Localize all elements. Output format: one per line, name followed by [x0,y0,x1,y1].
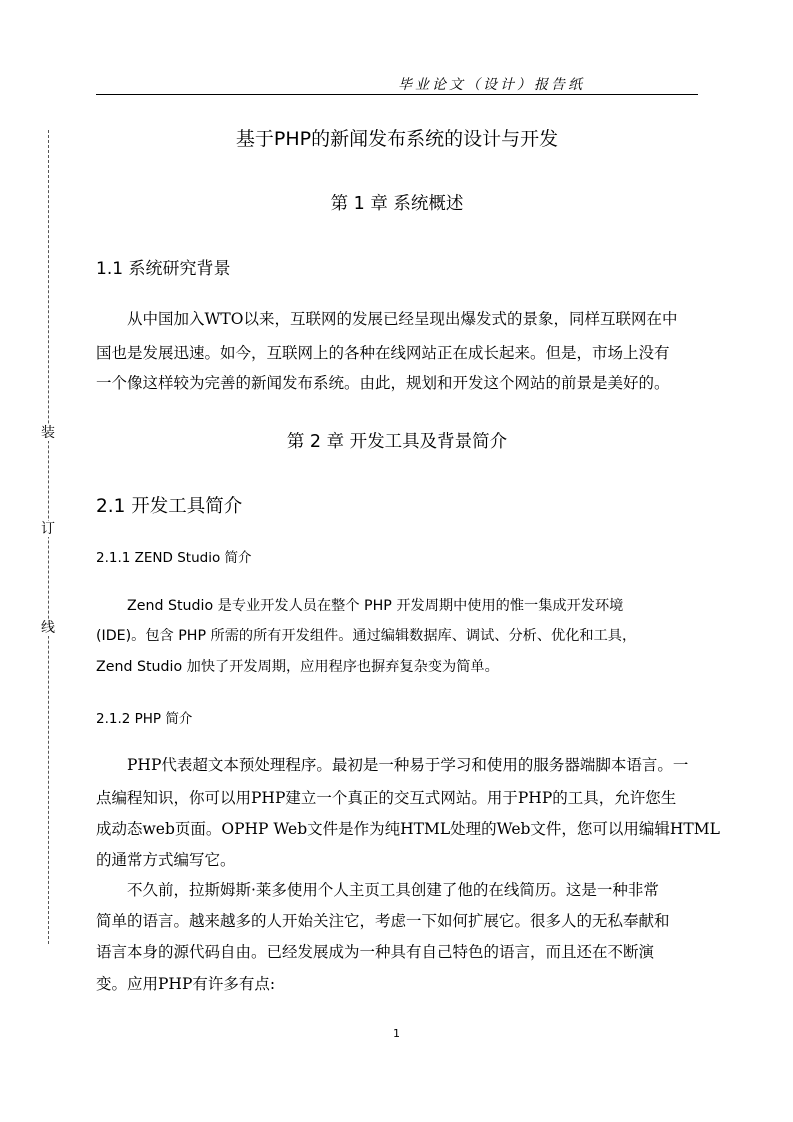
document-title: 基于PHP的新闻发布系统的设计与开发 [235,128,559,150]
header-rule [96,94,698,95]
paragraph-line: 成动态web页面。OPHP Web文件是作为纯HTML处理的Web文件，您可以用编辑HTML [96,820,720,838]
binding-char-xian: 线 [41,620,55,636]
section-1-1-heading: 1.1 系统研究背景 [96,259,231,279]
subsection-2-1-2-heading: 2.1.2 PHP 简介 [96,711,193,727]
page-number: 1 [393,1027,400,1040]
binding-char-ding: 订 [41,521,55,537]
paragraph-line: 简单的语言。越来越多的人开始关注它，考虑一下如何扩展它。很多人的无私奉献和 [96,912,670,930]
binding-line [48,130,49,944]
paragraph-line: 点编程知识，你可以用PHP建立一个真正的交互式网站。用于PHP的工具，允许您生 [96,789,677,807]
paragraph-line: Zend Studio 加快了开发周期，应用程序也摒弃复杂变为简单。 [96,659,499,675]
paragraph-line: 变。应用PHP有许多有点: [96,975,276,993]
paragraph-line: (IDE)。包含 PHP 所需的所有开发组件。通过编辑数据库、调试、分析、优化和工具， [96,628,637,644]
binding-char-zhuang: 装 [41,425,55,441]
paragraph-line: 语言本身的源代码自由。已经发展成为一种具有自己特色的语言，而且还在不断演 [96,943,655,961]
chapter-2-heading: 第 2 章 开发工具及背景简介 [286,432,508,452]
paragraph-line: 的通常方式编写它。 [96,851,236,869]
chapter-1-heading: 第 1 章 系统概述 [330,194,464,214]
paragraph-line: 从中国加入WTO以来，互联网的发展已经呈现出爆发式的景象，同样互联网在中 [127,310,678,328]
page-header-text: 毕业论文（设计）报告纸 [398,77,585,93]
paragraph-line: PHP代表超文本预处理程序。最初是一种易于学习和使用的服务器端脚本语言。一 [127,756,689,774]
paragraph-line: 不久前，拉斯姆斯·莱多使用个人主页工具创建了他的在线简历。这是一种非常 [127,881,659,899]
section-2-1-heading: 2.1 开发工具简介 [96,496,243,517]
paragraph-line: 国也是发展迅速。如今，互联网上的各种在线网站正在成长起来。但是，市场上没有 [96,344,670,362]
paragraph-line: 一个像这样较为完善的新闻发布系统。由此，规划和开发这个网站的前景是美好的。 [96,374,670,392]
paragraph-line: Zend Studio 是专业开发人员在整个 PHP 开发周期中使用的惟一集成开发环境 [127,598,624,614]
subsection-2-1-1-heading: 2.1.1 ZEND Studio 简介 [96,550,252,566]
